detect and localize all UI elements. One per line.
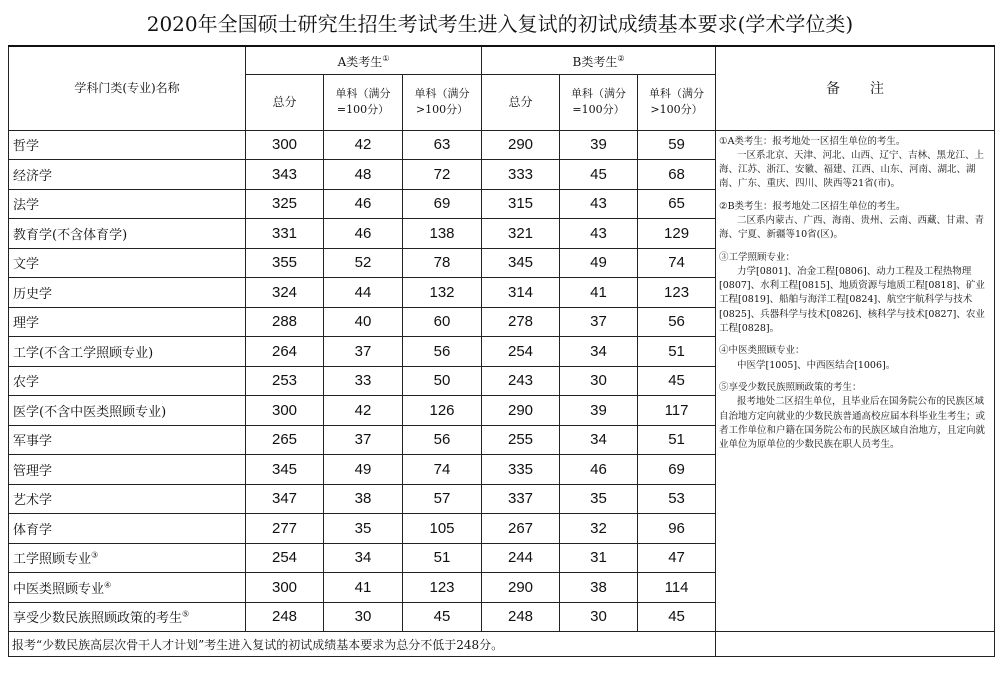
score-a-singleover100: 132 [403,278,482,308]
header-category: 学科门类(专业)名称 [9,46,246,130]
score-b-singleover100: 45 [638,602,716,632]
score-b-total: 243 [482,366,560,396]
score-b-singleover100: 123 [638,278,716,308]
score-a-single100: 48 [324,160,403,190]
score-b-singleover100: 45 [638,366,716,396]
score-a-singleover100: 72 [403,160,482,190]
score-b-singleover100: 68 [638,160,716,190]
row-category: 教育学(不含体育学) [9,219,246,249]
row-category: 哲学 [9,130,246,160]
score-b-total: 255 [482,425,560,455]
score-a-total: 288 [246,307,324,337]
score-b-single100: 32 [560,514,638,544]
score-b-singleover100: 69 [638,455,716,485]
score-a-single100: 46 [324,189,403,219]
score-b-single100: 41 [560,278,638,308]
score-b-total: 290 [482,396,560,426]
score-b-singleover100: 51 [638,337,716,367]
score-a-single100: 46 [324,219,403,249]
score-b-singleover100: 51 [638,425,716,455]
score-a-total: 343 [246,160,324,190]
score-a-single100: 38 [324,484,403,514]
score-table [8,45,995,657]
score-a-total: 345 [246,455,324,485]
score-a-single100: 35 [324,514,403,544]
score-b-single100: 34 [560,337,638,367]
row-category: 历史学 [9,278,246,308]
score-b-total: 345 [482,248,560,278]
header-group-b: B类考生② [482,46,716,74]
score-a-total: 325 [246,189,324,219]
score-b-singleover100: 47 [638,543,716,573]
row-category: 工学照顾专业③ [9,543,246,573]
score-b-single100: 34 [560,425,638,455]
score-b-single100: 30 [560,602,638,632]
header-a-singleover100: 单科（满分>100分） [403,74,482,130]
score-b-singleover100: 96 [638,514,716,544]
score-b-singleover100: 59 [638,130,716,160]
score-b-total: 248 [482,602,560,632]
score-a-singleover100: 45 [403,602,482,632]
score-b-total: 267 [482,514,560,544]
score-a-singleover100: 57 [403,484,482,514]
row-category: 理学 [9,307,246,337]
score-b-singleover100: 53 [638,484,716,514]
score-a-total: 264 [246,337,324,367]
score-b-total: 290 [482,130,560,160]
score-a-total: 300 [246,396,324,426]
score-a-singleover100: 123 [403,573,482,603]
score-b-singleover100: 129 [638,219,716,249]
note-item: ②B类考生：报考地处二区招生单位的考生。 二区系内蒙古、广西、海南、贵州、云南、西藏、甘肃、青海、宁夏、新疆等10省(区)。 [719,200,985,241]
score-b-total: 315 [482,189,560,219]
score-b-single100: 30 [560,366,638,396]
score-a-single100: 37 [324,425,403,455]
score-b-singleover100: 74 [638,248,716,278]
header-a-single100: 单科（满分=100分） [324,74,403,130]
note-item: ④中医类照顾专业： 中医学[1005]、中西医结合[1006]。 [719,345,896,371]
notes-panel [716,130,995,632]
score-a-single100: 34 [324,543,403,573]
score-b-single100: 39 [560,130,638,160]
score-b-total: 321 [482,219,560,249]
score-b-single100: 38 [560,573,638,603]
row-category: 管理学 [9,455,246,485]
row-category: 法学 [9,189,246,219]
score-a-singleover100: 78 [403,248,482,278]
score-b-total: 335 [482,455,560,485]
footer-empty [716,632,995,657]
header-group-a: A类考生① [246,46,482,74]
score-a-total: 300 [246,573,324,603]
header-b-single100: 单科（满分=100分） [560,74,638,130]
footer-note: 报考“少数民族高层次骨干人才计划”考生进入复试的初试成绩基本要求为总分不低于248分。 [9,632,716,657]
score-b-single100: 49 [560,248,638,278]
score-b-total: 278 [482,307,560,337]
score-b-total: 337 [482,484,560,514]
score-a-total: 355 [246,248,324,278]
row-category: 工学(不含工学照顾专业) [9,337,246,367]
header-b-singleover100: 单科（满分>100分） [638,74,716,130]
header-b-total: 总分 [482,74,560,130]
score-a-total: 254 [246,543,324,573]
score-a-single100: 33 [324,366,403,396]
score-a-single100: 52 [324,248,403,278]
page-title: 2020年全国硕士研究生招生考试考生进入复试的初试成绩基本要求(学术学位类) [146,12,854,36]
score-b-single100: 37 [560,307,638,337]
score-a-total: 248 [246,602,324,632]
score-b-singleover100: 65 [638,189,716,219]
row-category: 医学(不含中医类照顾专业) [9,396,246,426]
score-a-total: 277 [246,514,324,544]
row-category: 体育学 [9,514,246,544]
score-b-single100: 35 [560,484,638,514]
score-b-total: 244 [482,543,560,573]
score-a-single100: 42 [324,396,403,426]
score-a-singleover100: 126 [403,396,482,426]
header-a-total: 总分 [246,74,324,130]
score-a-singleover100: 63 [403,130,482,160]
score-b-total: 333 [482,160,560,190]
note-item: ⑤享受少数民族照顾政策的考生： 报考地处二区招生单位，且毕业后在国务院公布的民族区域自治地方定向就业的少数民族普通高校应届本科毕业生考生；或者工作单位和户籍在国务院公布的民族区域自治地方，且定向就业单位为原单位的少数民族在职人员考生。 [719,381,986,451]
score-a-singleover100: 50 [403,366,482,396]
score-a-total: 347 [246,484,324,514]
score-b-singleover100: 117 [638,396,716,426]
score-a-single100: 49 [324,455,403,485]
score-a-total: 253 [246,366,324,396]
score-b-single100: 31 [560,543,638,573]
score-b-singleover100: 56 [638,307,716,337]
score-b-singleover100: 114 [638,573,716,603]
row-category: 艺术学 [9,484,246,514]
score-b-single100: 39 [560,396,638,426]
score-b-single100: 45 [560,160,638,190]
score-a-total: 324 [246,278,324,308]
score-a-total: 300 [246,130,324,160]
score-a-single100: 44 [324,278,403,308]
score-a-singleover100: 74 [403,455,482,485]
score-b-total: 254 [482,337,560,367]
table-row [9,130,995,160]
score-b-total: 314 [482,278,560,308]
score-a-single100: 41 [324,573,403,603]
row-category: 文学 [9,248,246,278]
note-item: ①A类考生：报考地处一区招生单位的考生。 一区系北京、天津、河北、山西、辽宁、吉林、黑龙江、上海、江苏、浙江、安徽、福建、江西、山东、河南、湖北、湖南、广东、重庆、四川、陕西等21省(市)。 [719,135,985,190]
note-item: ③工学照顾专业： 力学[0801]、冶金工程[0806]、动力工程及工程热物理[0807]、水利工程[0815]、地质资源与地质工程[0818]、矿业工程[0819]、船舶与海洋工程[0824]、航空宇航科学与技术[0825]、兵器科学与技术[0826]、核科学与技术[0827]、农业工程[0828]。 [719,251,985,335]
score-a-singleover100: 56 [403,337,482,367]
score-b-total: 290 [482,573,560,603]
row-category: 享受少数民族照顾政策的考生⑤ [9,602,246,632]
score-a-single100: 40 [324,307,403,337]
score-a-singleover100: 105 [403,514,482,544]
score-a-singleover100: 51 [403,543,482,573]
score-b-single100: 43 [560,219,638,249]
score-b-single100: 46 [560,455,638,485]
score-a-total: 265 [246,425,324,455]
score-a-singleover100: 138 [403,219,482,249]
row-category: 经济学 [9,160,246,190]
score-a-singleover100: 60 [403,307,482,337]
row-category: 军事学 [9,425,246,455]
score-b-single100: 43 [560,189,638,219]
score-a-singleover100: 69 [403,189,482,219]
header-notes: 备注 [716,46,995,130]
score-a-single100: 30 [324,602,403,632]
row-category: 农学 [9,366,246,396]
score-a-total: 331 [246,219,324,249]
score-a-singleover100: 56 [403,425,482,455]
score-a-single100: 42 [324,130,403,160]
score-a-single100: 37 [324,337,403,367]
row-category: 中医类照顾专业④ [9,573,246,603]
